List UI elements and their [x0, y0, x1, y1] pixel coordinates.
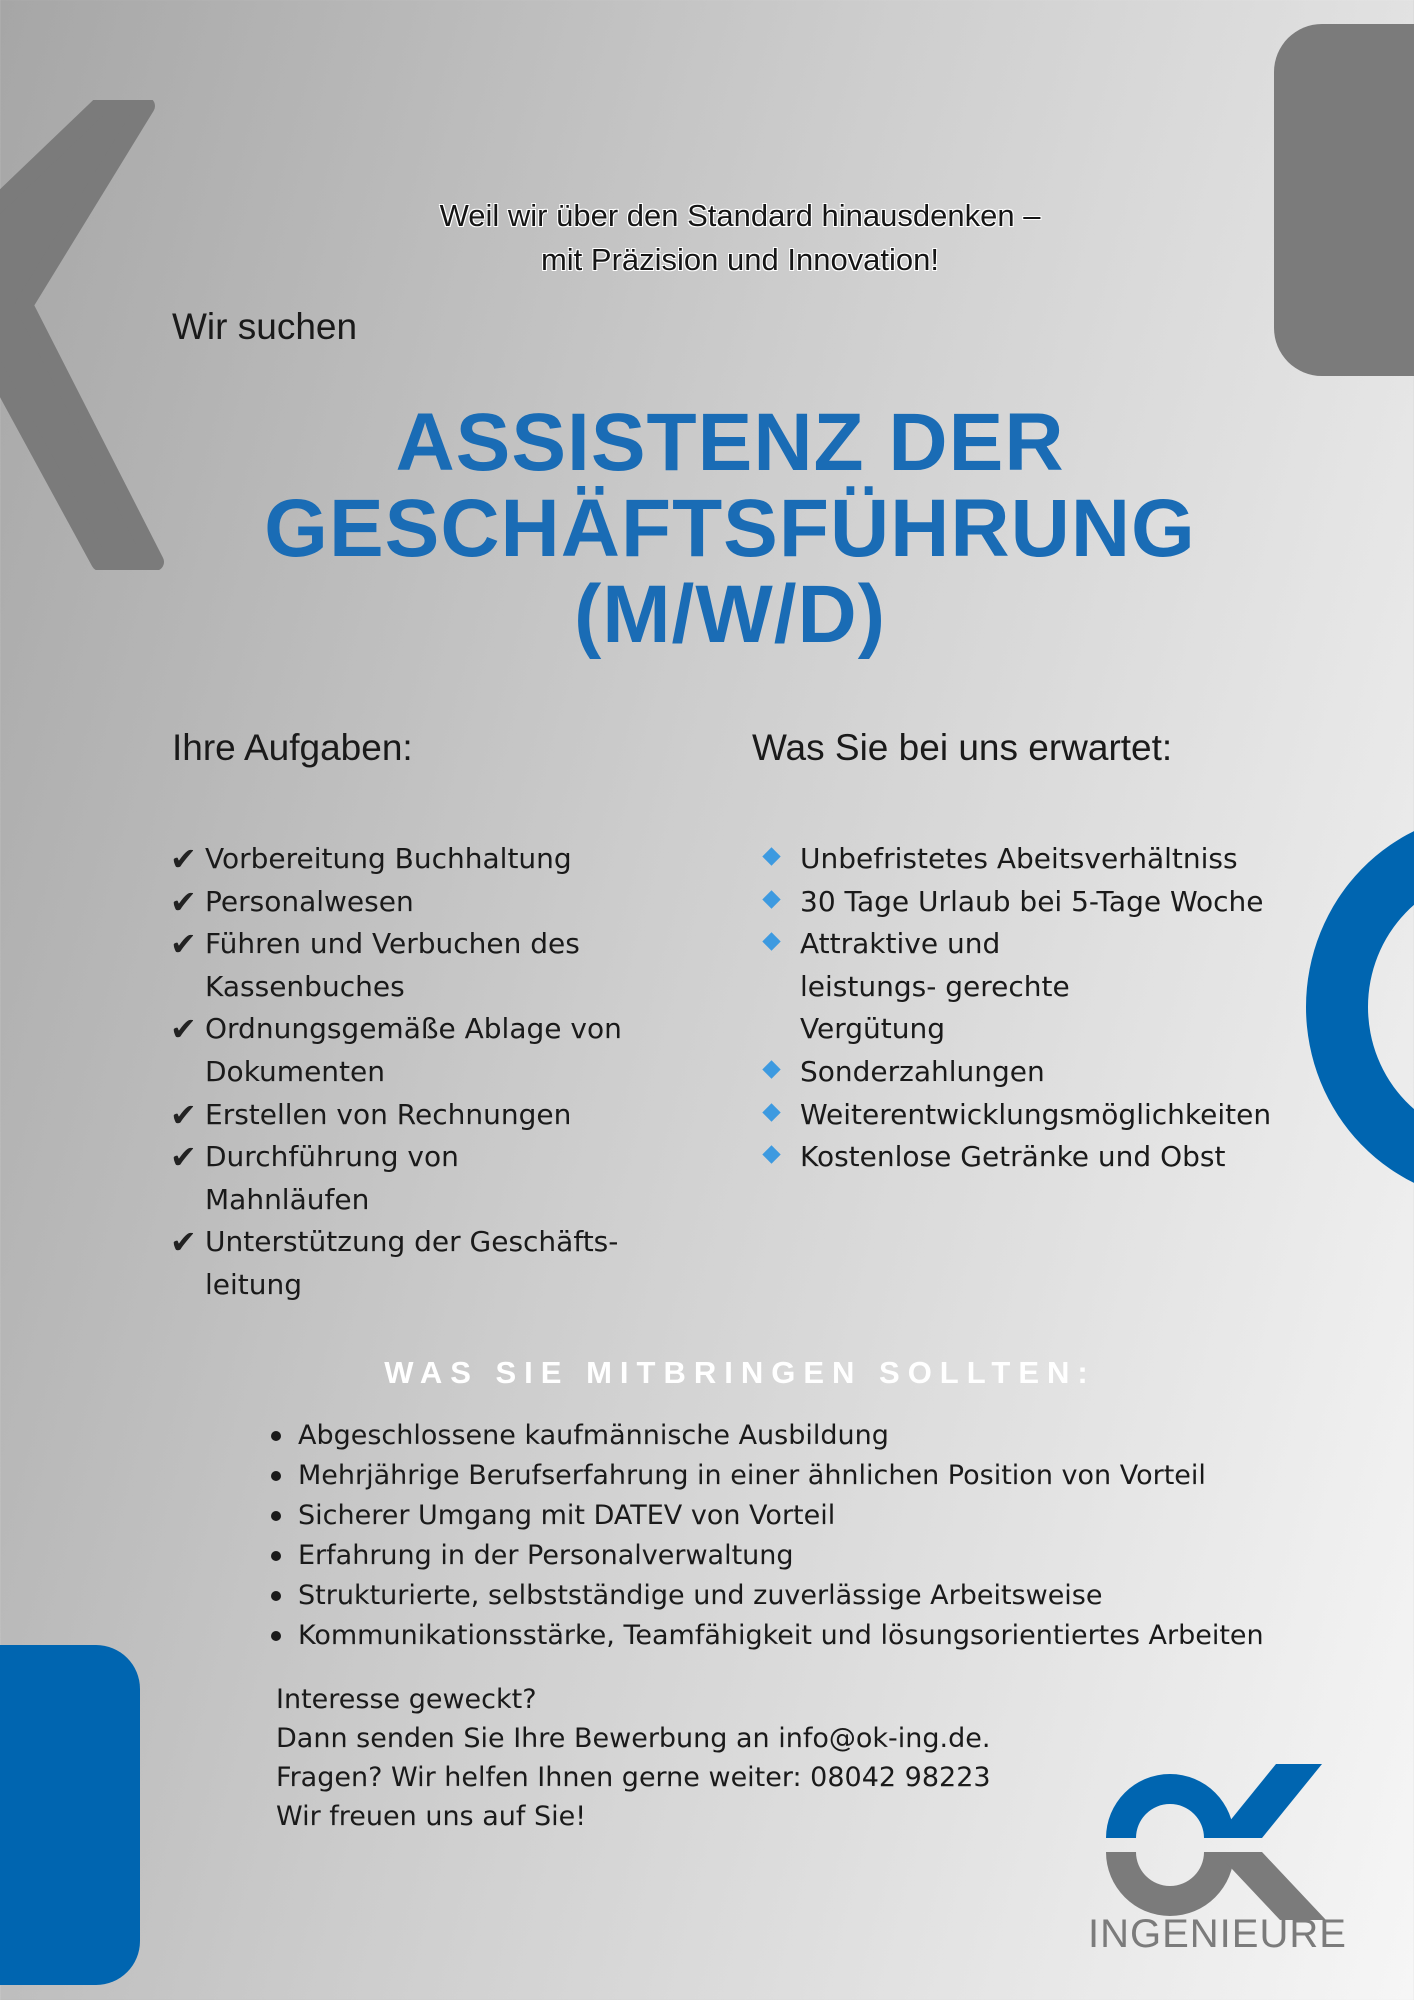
decorative-ring: [1306, 812, 1414, 1202]
contact-line-4: Wir freuen uns auf Sie!: [276, 1801, 587, 1832]
benefit-text: Kostenlose Getränke und Obst: [800, 1140, 1226, 1174]
requirement-item: [268, 1576, 1308, 1616]
benefit-text: Sonderzahlungen: [800, 1054, 1045, 1088]
job-title-line-2: GESCHÄFTSFÜHRUNG: [264, 483, 1196, 574]
decorative-rect-top-right: [1274, 24, 1414, 376]
bullet-icon: [271, 1431, 281, 1441]
requirement-item: [268, 1456, 1308, 1496]
tagline: [300, 194, 1180, 282]
task-text: Führen und Verbuchen des Kassenbuches: [205, 927, 580, 1003]
benefit-text: 30 Tage Urlaub bei 5-Tage Woche: [800, 884, 1264, 918]
ok-logo-icon: [1090, 1760, 1330, 1925]
bullet-icon: [271, 1511, 281, 1521]
bullet-icon: [271, 1631, 281, 1641]
checkmark-icon: ✔: [170, 1010, 197, 1049]
checkmark-icon: ✔: [170, 1138, 197, 1177]
chevron-shape: [0, 100, 200, 570]
job-title-line-3: (M/W/D): [573, 569, 887, 660]
contact-block: [276, 1680, 991, 1836]
benefits-list: [764, 838, 1284, 1179]
task-item: [170, 881, 690, 924]
benefit-item: [764, 1136, 1284, 1179]
task-text: Personalwesen: [205, 884, 414, 918]
checkmark-icon: ✔: [170, 925, 197, 964]
bullet-icon: [271, 1591, 281, 1601]
requirements-heading: WAS SIE MITBRINGEN SOLLTEN:: [384, 1355, 1096, 1390]
tasks-heading: Ihre Aufgaben:: [172, 727, 413, 768]
task-item: [170, 1136, 470, 1221]
requirement-text: Strukturierte, selbstständige und zuverlässige Arbeitsweise: [298, 1580, 1103, 1611]
tagline-line-1: Weil wir über den Standard hinausdenken –: [439, 198, 1041, 233]
benefit-item: [764, 923, 1140, 1051]
requirement-item: [268, 1416, 1308, 1456]
requirement-item: [268, 1536, 1308, 1576]
task-text: Durchführung von Mahnläufen: [205, 1140, 459, 1216]
benefits-heading: Was Sie bei uns erwartet:: [752, 727, 1173, 768]
task-text: Vorbereitung Buchhaltung: [205, 842, 572, 875]
requirements-list: [268, 1416, 1308, 1656]
task-item: [170, 838, 690, 881]
benefit-item: [764, 1094, 1284, 1137]
checkmark-icon: ✔: [170, 1095, 197, 1134]
job-title-line-1: ASSISTENZ DER: [395, 397, 1065, 488]
task-item: [170, 923, 690, 1008]
tagline-line-2: mit Präzision und Innovation!: [540, 242, 940, 277]
requirement-text: Sicherer Umgang mit DATEV von Vorteil: [298, 1500, 836, 1531]
requirement-text: Kommunikationsstärke, Teamfähigkeit und lösungsorientiertes Arbeiten: [298, 1620, 1264, 1651]
diamond-bullet-icon: [762, 1145, 780, 1163]
job-title: [180, 397, 1280, 660]
requirement-text: Mehrjährige Berufserfahrung in einer ähnlichen Position von Vorteil: [298, 1460, 1206, 1491]
contact-line-1: Interesse geweckt?: [276, 1684, 537, 1715]
task-text: Erstellen von Rechnungen: [205, 1097, 572, 1131]
diamond-bullet-icon: [762, 890, 780, 908]
benefit-item: [764, 838, 1284, 881]
contact-line-3: Fragen? Wir helfen Ihnen gerne weiter: 08042 98223: [276, 1762, 991, 1793]
intro-text: Wir suchen: [172, 306, 358, 347]
benefit-text: Unbefristetes Abeitsverhältniss: [800, 842, 1238, 875]
requirement-item: [268, 1616, 1308, 1656]
task-item: [170, 1221, 650, 1306]
requirement-text: Erfahrung in der Personalverwaltung: [298, 1540, 794, 1571]
benefit-item: [764, 881, 1284, 924]
task-item: [170, 1008, 690, 1093]
decorative-rect-bottom-left: [0, 1645, 140, 1985]
checkmark-icon: ✔: [170, 882, 197, 921]
task-text: Unterstützung der Geschäfts- leitung: [205, 1225, 619, 1301]
contact-line-2: Dann senden Sie Ihre Bewerbung an info@ok-ing.de.: [276, 1723, 991, 1754]
logo-text: INGENIEURE: [1088, 1912, 1347, 1956]
diamond-bullet-icon: [762, 1060, 780, 1078]
benefit-item: [764, 1051, 1284, 1094]
requirement-text: Abgeschlossene kaufmännische Ausbildung: [298, 1420, 889, 1451]
task-text: Ordnungsgemäße Ablage von Dokumenten: [205, 1012, 622, 1088]
diamond-bullet-icon: [762, 847, 780, 865]
requirement-item: [268, 1496, 1308, 1536]
benefit-text: Weiterentwicklungsmöglichkeiten: [800, 1097, 1272, 1131]
diamond-bullet-icon: [762, 932, 780, 950]
diamond-bullet-icon: [762, 1103, 780, 1121]
bullet-icon: [271, 1471, 281, 1481]
tasks-list: [170, 838, 690, 1307]
benefit-text: Attraktive und leistungs- gerechte Vergütung: [800, 927, 1070, 1046]
task-item: [170, 1094, 690, 1137]
checkmark-icon: ✔: [170, 1223, 197, 1262]
checkmark-icon: ✔: [170, 840, 197, 878]
bullet-icon: [271, 1551, 281, 1561]
